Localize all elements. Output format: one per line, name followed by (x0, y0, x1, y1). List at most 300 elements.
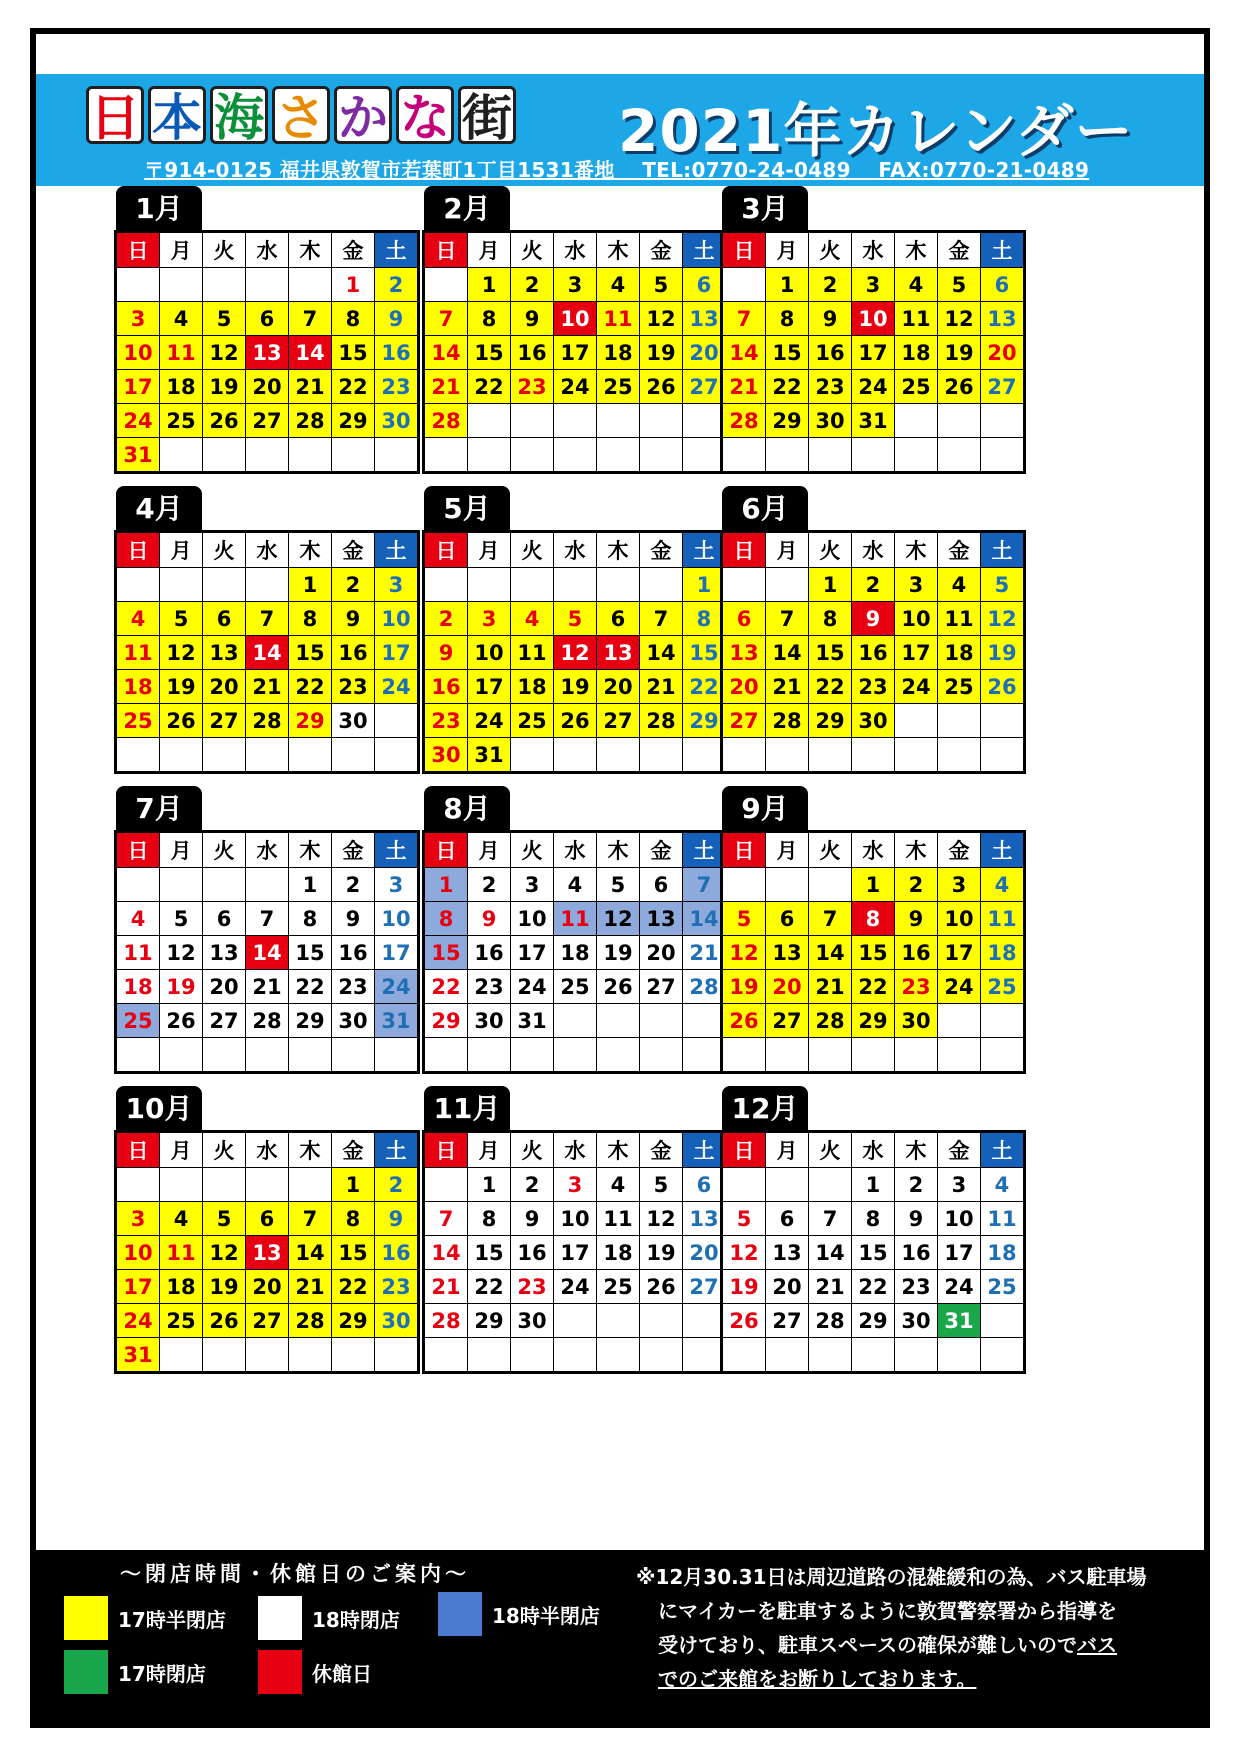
weekday-header: 木 (894, 1132, 937, 1168)
day-cell: 29 (288, 1004, 331, 1038)
day-cell: 23 (331, 670, 374, 704)
day-cell: 21 (809, 1270, 852, 1304)
weekday-header: 日 (722, 532, 766, 568)
empty-cell (596, 568, 639, 602)
legend-item-blue (436, 1590, 600, 1638)
day-cell: 17 (511, 936, 554, 970)
month-grid (114, 1130, 420, 1374)
day-cell: 26 (639, 1270, 682, 1304)
day-cell: 22 (331, 370, 374, 404)
weekday-header: 水 (852, 1132, 895, 1168)
empty-cell (722, 1038, 766, 1073)
month-label: 8月 (424, 786, 510, 830)
day-cell: 16 (809, 336, 852, 370)
day-cell: 4 (937, 568, 980, 602)
day-cell: 15 (468, 336, 511, 370)
day-cell: 12 (596, 902, 639, 936)
weekday-header: 木 (288, 1132, 331, 1168)
empty-cell (639, 568, 682, 602)
day-cell: 22 (468, 370, 511, 404)
legend-swatch (62, 1648, 110, 1696)
empty-cell (160, 868, 203, 902)
weekday-header: 土 (980, 532, 1024, 568)
day-cell: 29 (766, 404, 809, 438)
day-cell: 1 (766, 268, 809, 302)
day-cell: 29 (809, 704, 852, 738)
day-cell: 29 (331, 404, 374, 438)
day-cell: 4 (980, 1168, 1024, 1202)
legend-label: 18時半閉店 (492, 1603, 600, 1628)
empty-cell (511, 568, 554, 602)
day-cell: 6 (246, 1202, 289, 1236)
day-cell: 19 (639, 1236, 682, 1270)
day-cell: 27 (682, 1270, 726, 1304)
month-label: 12月 (722, 1086, 808, 1130)
day-cell: 29 (468, 1304, 511, 1338)
day-cell: 8 (852, 1202, 895, 1236)
day-cell: 2 (331, 868, 374, 902)
parking-notice (636, 1560, 1196, 1696)
day-cell: 22 (424, 970, 468, 1004)
day-cell: 5 (203, 1202, 246, 1236)
day-cell: 31 (468, 738, 511, 773)
day-cell: 22 (331, 1270, 374, 1304)
day-cell: 9 (331, 602, 374, 636)
day-cell: 12 (722, 936, 766, 970)
day-cell: 13 (682, 1202, 726, 1236)
empty-cell (554, 404, 597, 438)
weekday-header: 木 (596, 832, 639, 868)
day-cell: 18 (160, 1270, 203, 1304)
empty-cell (554, 1004, 597, 1038)
day-cell: 27 (722, 704, 766, 738)
empty-cell (766, 868, 809, 902)
weekday-header: 火 (511, 1132, 554, 1168)
day-cell: 12 (722, 1236, 766, 1270)
weekday-header: 火 (203, 232, 246, 268)
day-cell: 26 (980, 670, 1024, 704)
empty-cell (203, 868, 246, 902)
weekday-header: 日 (116, 832, 160, 868)
weekday-header: 火 (809, 232, 852, 268)
empty-cell (980, 404, 1024, 438)
day-cell: 4 (980, 868, 1024, 902)
empty-cell (288, 1038, 331, 1073)
legend-label: 17時半閉店 (118, 1607, 226, 1632)
day-cell: 7 (424, 1202, 468, 1236)
empty-cell (554, 568, 597, 602)
day-cell: 10 (554, 302, 597, 336)
day-cell: 14 (288, 1236, 331, 1270)
empty-cell (722, 1168, 766, 1202)
empty-cell (116, 738, 160, 773)
weekday-header: 日 (722, 832, 766, 868)
day-cell: 7 (288, 302, 331, 336)
day-cell: 10 (937, 902, 980, 936)
day-cell: 1 (852, 868, 895, 902)
day-cell: 4 (596, 268, 639, 302)
day-cell: 27 (766, 1304, 809, 1338)
day-cell: 4 (894, 268, 937, 302)
weekday-header: 月 (468, 232, 511, 268)
weekday-header: 水 (246, 1132, 289, 1168)
weekday-header: 木 (894, 832, 937, 868)
day-cell: 16 (374, 1236, 418, 1270)
day-cell: 19 (596, 936, 639, 970)
day-cell: 9 (511, 302, 554, 336)
day-cell: 21 (766, 670, 809, 704)
notice-line: にマイカーを駐車するように敦賀警察署から指導を (658, 1599, 1117, 1623)
weekday-header: 水 (554, 1132, 597, 1168)
header-banner (36, 74, 1204, 186)
day-cell: 17 (116, 370, 160, 404)
day-cell: 10 (852, 302, 895, 336)
empty-cell (424, 1168, 468, 1202)
month-grid (720, 1130, 1026, 1374)
day-cell: 25 (511, 704, 554, 738)
day-cell: 2 (852, 568, 895, 602)
day-cell: 8 (288, 902, 331, 936)
day-cell: 28 (246, 1004, 289, 1038)
empty-cell (980, 438, 1024, 473)
day-cell: 25 (160, 404, 203, 438)
weekday-header: 水 (246, 532, 289, 568)
weekday-header: 月 (160, 232, 203, 268)
empty-cell (468, 1338, 511, 1373)
day-cell: 28 (424, 404, 468, 438)
day-cell: 24 (511, 970, 554, 1004)
notice-text: 受けており、駐車スペースの確保が難しいので (658, 1633, 1077, 1657)
day-cell: 10 (374, 902, 418, 936)
empty-cell (331, 1038, 374, 1073)
day-cell: 15 (288, 636, 331, 670)
empty-cell (203, 438, 246, 473)
empty-cell (596, 1004, 639, 1038)
empty-cell (852, 438, 895, 473)
day-cell: 18 (160, 370, 203, 404)
empty-cell (809, 1038, 852, 1073)
day-cell: 7 (639, 602, 682, 636)
day-cell: 1 (331, 1168, 374, 1202)
day-cell: 9 (894, 902, 937, 936)
day-cell: 8 (288, 602, 331, 636)
day-cell: 28 (809, 1004, 852, 1038)
empty-cell (203, 738, 246, 773)
day-cell: 9 (511, 1202, 554, 1236)
day-cell: 9 (374, 302, 418, 336)
empty-cell (766, 438, 809, 473)
day-cell: 10 (894, 602, 937, 636)
weekday-header: 金 (937, 1132, 980, 1168)
weekday-header: 水 (554, 832, 597, 868)
day-cell: 9 (424, 636, 468, 670)
day-cell: 21 (809, 970, 852, 1004)
empty-cell (160, 1168, 203, 1202)
day-cell: 31 (937, 1304, 980, 1338)
day-cell: 29 (682, 704, 726, 738)
day-cell: 27 (766, 1004, 809, 1038)
empty-cell (246, 868, 289, 902)
month-grid (720, 230, 1026, 474)
empty-cell (374, 738, 418, 773)
day-cell: 24 (937, 1270, 980, 1304)
day-cell: 22 (852, 1270, 895, 1304)
empty-cell (288, 438, 331, 473)
day-cell: 8 (331, 1202, 374, 1236)
legend-item-green (62, 1648, 206, 1696)
weekday-header: 木 (596, 232, 639, 268)
day-cell: 20 (246, 370, 289, 404)
day-cell: 4 (116, 902, 160, 936)
weekday-header: 日 (116, 532, 160, 568)
weekday-header: 水 (852, 532, 895, 568)
day-cell: 24 (116, 404, 160, 438)
day-cell: 8 (766, 302, 809, 336)
day-cell: 17 (374, 936, 418, 970)
weekday-header: 火 (809, 532, 852, 568)
empty-cell (894, 404, 937, 438)
weekday-header: 日 (424, 832, 468, 868)
legend-label: 18時閉店 (312, 1607, 400, 1632)
day-cell: 17 (894, 636, 937, 670)
day-cell: 25 (980, 1270, 1024, 1304)
day-cell: 5 (160, 602, 203, 636)
day-cell: 6 (203, 902, 246, 936)
weekday-header: 土 (374, 832, 418, 868)
legend-label: 17時閉店 (118, 1661, 206, 1686)
empty-cell (937, 738, 980, 773)
weekday-header: 水 (554, 232, 597, 268)
day-cell: 3 (894, 568, 937, 602)
calendar-page (30, 28, 1210, 1728)
day-cell: 5 (639, 1168, 682, 1202)
day-cell: 28 (246, 704, 289, 738)
day-cell: 26 (596, 970, 639, 1004)
empty-cell (766, 1038, 809, 1073)
day-cell: 6 (682, 1168, 726, 1202)
day-cell: 30 (374, 404, 418, 438)
day-cell: 5 (160, 902, 203, 936)
empty-cell (596, 404, 639, 438)
day-cell: 5 (203, 302, 246, 336)
day-cell: 12 (554, 636, 597, 670)
day-cell: 20 (980, 336, 1024, 370)
day-cell: 31 (852, 404, 895, 438)
day-cell: 13 (639, 902, 682, 936)
empty-cell (246, 1038, 289, 1073)
day-cell: 24 (554, 1270, 597, 1304)
empty-cell (116, 1038, 160, 1073)
day-cell: 7 (809, 1202, 852, 1236)
day-cell: 20 (682, 1236, 726, 1270)
day-cell: 1 (288, 868, 331, 902)
day-cell: 28 (766, 704, 809, 738)
empty-cell (980, 704, 1024, 738)
day-cell: 23 (511, 370, 554, 404)
empty-cell (288, 1168, 331, 1202)
day-cell: 18 (116, 670, 160, 704)
empty-cell (468, 1038, 511, 1073)
month-label: 7月 (116, 786, 202, 830)
day-cell: 28 (288, 404, 331, 438)
weekday-header: 木 (288, 232, 331, 268)
day-cell: 10 (468, 636, 511, 670)
legend-swatch (436, 1590, 484, 1638)
weekday-header: 金 (639, 1132, 682, 1168)
day-cell: 19 (160, 970, 203, 1004)
day-cell: 8 (468, 1202, 511, 1236)
day-cell: 25 (596, 370, 639, 404)
day-cell: 15 (682, 636, 726, 670)
day-cell: 2 (894, 1168, 937, 1202)
day-cell: 13 (246, 336, 289, 370)
day-cell: 23 (468, 970, 511, 1004)
empty-cell (766, 568, 809, 602)
empty-cell (937, 404, 980, 438)
day-cell: 5 (596, 868, 639, 902)
empty-cell (160, 1338, 203, 1373)
month-grid (114, 530, 420, 774)
empty-cell (639, 1004, 682, 1038)
day-cell: 30 (468, 1004, 511, 1038)
empty-cell (246, 268, 289, 302)
day-cell: 3 (116, 302, 160, 336)
day-cell: 2 (511, 268, 554, 302)
day-cell: 20 (766, 1270, 809, 1304)
day-cell: 1 (424, 868, 468, 902)
day-cell: 11 (116, 636, 160, 670)
day-cell: 4 (596, 1168, 639, 1202)
day-cell: 8 (682, 602, 726, 636)
day-cell: 27 (980, 370, 1024, 404)
empty-cell (639, 438, 682, 473)
day-cell: 1 (468, 1168, 511, 1202)
day-cell: 12 (160, 636, 203, 670)
legend-swatch (62, 1594, 110, 1642)
day-cell: 23 (894, 970, 937, 1004)
day-cell: 17 (852, 336, 895, 370)
day-cell: 18 (554, 936, 597, 970)
empty-cell (639, 738, 682, 773)
empty-cell (639, 1038, 682, 1073)
empty-cell (374, 1338, 418, 1373)
weekday-header: 金 (639, 832, 682, 868)
empty-cell (809, 1168, 852, 1202)
empty-cell (639, 1304, 682, 1338)
day-cell: 18 (116, 970, 160, 1004)
empty-cell (554, 438, 597, 473)
store-logo (86, 86, 516, 146)
day-cell: 11 (937, 602, 980, 636)
empty-cell (980, 1304, 1024, 1338)
day-cell: 7 (682, 868, 726, 902)
month-label: 4月 (116, 486, 202, 530)
day-cell: 5 (554, 602, 597, 636)
empty-cell (511, 738, 554, 773)
month-label: 3月 (722, 186, 808, 230)
day-cell: 18 (596, 336, 639, 370)
empty-cell (937, 704, 980, 738)
day-cell: 28 (722, 404, 766, 438)
day-cell: 30 (852, 704, 895, 738)
day-cell: 26 (639, 370, 682, 404)
day-cell: 6 (766, 902, 809, 936)
day-cell: 26 (722, 1004, 766, 1038)
day-cell: 26 (554, 704, 597, 738)
day-cell: 9 (331, 902, 374, 936)
day-cell: 16 (468, 936, 511, 970)
empty-cell (766, 1168, 809, 1202)
day-cell: 12 (203, 336, 246, 370)
empty-cell (554, 1038, 597, 1073)
weekday-header: 月 (766, 532, 809, 568)
day-cell: 5 (722, 1202, 766, 1236)
empty-cell (809, 738, 852, 773)
day-cell: 21 (424, 370, 468, 404)
logo-char: 日 (86, 86, 144, 144)
day-cell: 26 (203, 1304, 246, 1338)
day-cell: 9 (468, 902, 511, 936)
weekday-header: 月 (160, 1132, 203, 1168)
day-cell: 9 (852, 602, 895, 636)
empty-cell (937, 1004, 980, 1038)
weekday-header: 金 (937, 832, 980, 868)
day-cell: 19 (722, 970, 766, 1004)
day-cell: 6 (766, 1202, 809, 1236)
empty-cell (160, 438, 203, 473)
empty-cell (894, 438, 937, 473)
empty-cell (468, 438, 511, 473)
empty-cell (468, 404, 511, 438)
logo-char: か (334, 86, 392, 144)
weekday-header: 木 (894, 532, 937, 568)
weekday-header: 土 (980, 232, 1024, 268)
day-cell: 20 (596, 670, 639, 704)
day-cell: 29 (852, 1004, 895, 1038)
day-cell: 28 (424, 1304, 468, 1338)
logo-char: 本 (148, 86, 206, 144)
day-cell: 6 (639, 868, 682, 902)
logo-char: な (396, 86, 454, 144)
empty-cell (424, 438, 468, 473)
day-cell: 12 (203, 1236, 246, 1270)
day-cell: 21 (288, 1270, 331, 1304)
weekday-header: 月 (766, 1132, 809, 1168)
day-cell: 29 (852, 1304, 895, 1338)
day-cell: 17 (468, 670, 511, 704)
day-cell: 22 (809, 670, 852, 704)
empty-cell (511, 438, 554, 473)
empty-cell (894, 1038, 937, 1073)
day-cell: 30 (331, 704, 374, 738)
month-grid (720, 830, 1026, 1074)
month-grid (720, 530, 1026, 774)
day-cell: 20 (203, 670, 246, 704)
weekday-header: 土 (980, 1132, 1024, 1168)
legend-item-red (256, 1648, 372, 1696)
empty-cell (511, 404, 554, 438)
day-cell: 13 (980, 302, 1024, 336)
day-cell: 5 (937, 268, 980, 302)
weekday-header: 木 (288, 832, 331, 868)
day-cell: 27 (203, 704, 246, 738)
day-cell: 6 (722, 602, 766, 636)
day-cell: 4 (511, 602, 554, 636)
empty-cell (766, 738, 809, 773)
day-cell: 19 (160, 670, 203, 704)
empty-cell (766, 1338, 809, 1373)
weekday-header: 木 (894, 232, 937, 268)
